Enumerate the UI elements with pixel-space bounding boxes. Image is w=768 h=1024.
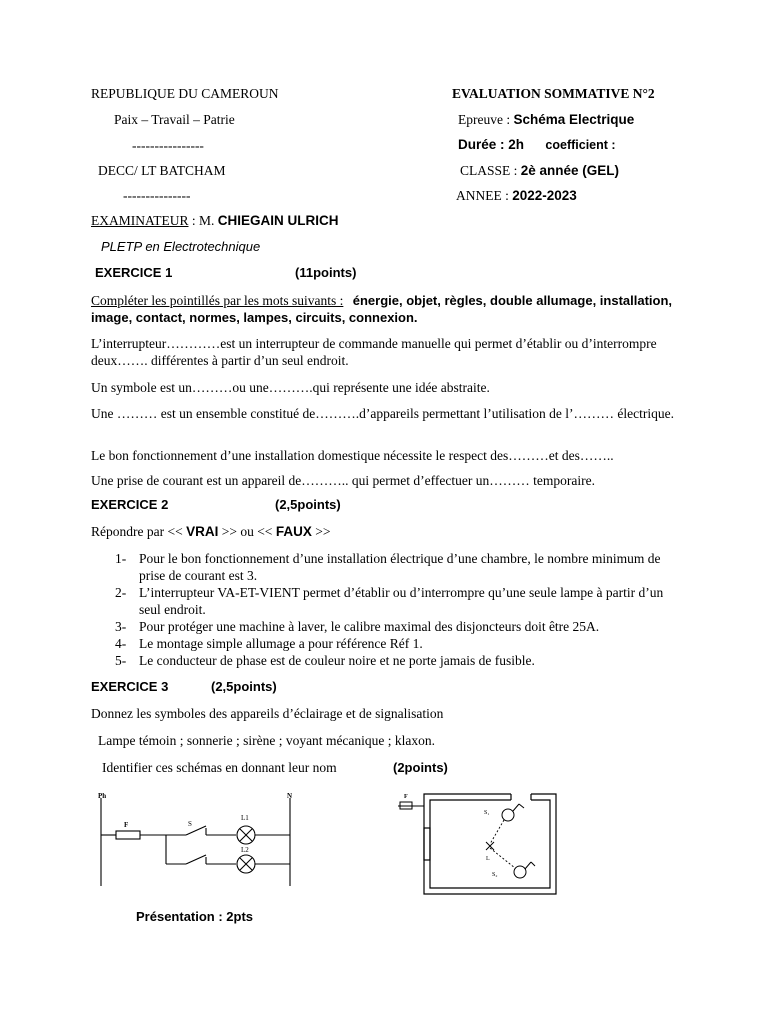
lamp-2-label: L2 (241, 846, 249, 854)
epreuve-value: Schéma Electrique (513, 112, 635, 127)
switch-symbol (514, 866, 526, 878)
annee-label: ANNEE : (456, 188, 513, 203)
exercise-2-title: EXERCICE 2 (91, 497, 169, 512)
symbol-list: Lampe témoin ; sonnerie ; sirène ; voyant mécanique ; klaxon. (98, 733, 436, 748)
exercise-1-sentence-1: L’interrupteur…………est un interrupteur de commande manuelle qui permet d’établir ou d’interrompre deux……. différentes à partir d’un seul endroit. (91, 336, 657, 368)
coefficient-label: coefficient : (545, 138, 616, 152)
classe-value: 2è année (GEL) (520, 163, 620, 178)
country-name: REPUBLIQUE DU CAMEROUN (91, 86, 279, 101)
lamp-1-label: L1 (241, 814, 249, 822)
switch-2-label: S₂ (492, 872, 498, 878)
item-text: Le montage simple allumage a pour référence Réf 1. (139, 636, 423, 651)
exercise-1-sentence-4: Le bon fonctionnement d’une installation domestique nécessite le respect des………et des…….. (91, 448, 614, 463)
item-number: 2- (115, 585, 127, 600)
evaluation-title: EVALUATION SOMMATIVE N°2 (452, 86, 655, 101)
exercise-2-points: (2,5points) (275, 497, 341, 512)
word-list: énergie, objet, règles, double allumage, installation, image, contact, normes, lampes, circuits, connexion. (91, 293, 673, 325)
exercise-1-points: (11points) (295, 265, 357, 280)
fuse-label: F (404, 794, 408, 800)
duree-label: Durée : 2h (458, 137, 525, 152)
window-symbol (424, 828, 430, 860)
faux-keyword: FAUX (275, 524, 312, 539)
exercise-3-instruction: Donnez les symboles des appareils d’éclairage et de signalisation (91, 706, 444, 721)
header-separator: --------------- (123, 188, 191, 203)
item-text: Pour protéger une machine à laver, le calibre maximal des disjoncteurs doit être 25A. (139, 619, 600, 634)
instruction-middle: >> ou << (218, 524, 276, 539)
item-text: Le conducteur de phase est de couleur noire et ne porte jamais de fusible. (139, 653, 535, 668)
switch-label: S (188, 820, 192, 828)
examiner-title: PLETP en Electrotechnique (101, 239, 261, 254)
exercise-1-sentence-3: Une ……… est un ensemble constitué de……….d’appareils permettant l’utilisation de l’……… électrique. (91, 406, 674, 421)
instruction-suffix: >> (311, 524, 331, 539)
epreuve-line (458, 112, 634, 128)
identify-instruction: Identifier ces schémas en donnant leur nom (102, 760, 337, 775)
item-number: 3- (115, 619, 127, 634)
school-name: DECC/ LT BATCHAM (98, 163, 226, 178)
phase-label: Ph (98, 792, 107, 800)
neutral-label: N (287, 792, 293, 800)
header-separator: ---------------- (132, 138, 204, 153)
exercise-1-title: EXERCICE 1 (95, 265, 173, 280)
examiner-name: CHIEGAIN ULRICH (217, 213, 339, 228)
exercise-3-points: (2,5points) (211, 679, 277, 694)
switch-symbol (502, 809, 514, 821)
examiner-label: EXAMINATEUR (91, 213, 189, 228)
item-number: 4- (115, 636, 127, 651)
exercise-1-instruction (91, 292, 681, 326)
duree-line (458, 137, 616, 153)
exercise-2-instruction (91, 524, 330, 540)
instruction-text: Compléter les pointillés par les mots suivants : (91, 293, 344, 308)
examiner-separator: : M. (188, 213, 218, 228)
national-motto: Paix – Travail – Patrie (114, 112, 235, 127)
switch-1-label: S₁ (484, 810, 490, 816)
identify-points: (2points) (393, 760, 448, 775)
classe-label: CLASSE : (460, 163, 521, 178)
fuse-symbol (116, 831, 140, 839)
item-text: L’interrupteur VA-ET-VIENT permet d’établir ou d’interrompre qu’une seule lampe à partir d’un seul endroit. (139, 585, 664, 617)
item-number: 5- (115, 653, 127, 668)
schematic-double-lighting (94, 788, 304, 900)
item-text: Pour le bon fonctionnement d’une installation électrique d’une chambre, le nombre minimum de prise de courant est 3. (139, 551, 661, 583)
epreuve-label: Epreuve : (458, 112, 514, 127)
instruction-prefix: Répondre par << (91, 524, 187, 539)
classe-line (460, 163, 619, 179)
exercise-1-sentence-5: Une prise de courant est un appareil de……….. qui permet d’effectuer un……… temporaire. (91, 473, 595, 488)
lamp-label: L (486, 856, 490, 862)
vrai-keyword: VRAI (186, 524, 219, 539)
fuse-label: F (124, 821, 129, 829)
presentation-points: Présentation : 2pts (136, 909, 254, 924)
exercise-1-sentence-2: Un symbole est un………ou une……….qui représente une idée abstraite. (91, 380, 490, 395)
exercise-3-title: EXERCICE 3 (91, 679, 169, 694)
item-number: 1- (115, 551, 127, 566)
annee-value: 2022-2023 (512, 188, 577, 203)
annee-line (456, 188, 577, 204)
schematic-room-plan (396, 786, 566, 898)
examiner-line (91, 213, 339, 229)
